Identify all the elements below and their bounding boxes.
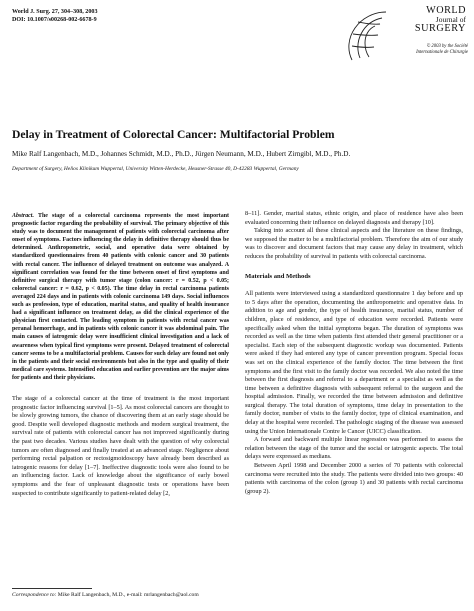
- section-heading-methods: Materials and Methods: [245, 272, 311, 280]
- journal-logo: [328, 6, 466, 64]
- body-paragraph-1: 8–11]. Gender, marital status, ethnic origin, and place of residence have also been evaluated concerning their influence on delayed diagnosis and therapy [10].: [245, 210, 463, 226]
- abstract-lead: Abstract.: [12, 213, 34, 219]
- correspondence-footnote: [12, 591, 232, 599]
- body-paragraph-2: Taking into account all these clinical aspects and the literature on these findings, we supposed the matter to be a multifactorial problem. Therefore the aim of our study was to discover and document factors that may cause any delay in treatment, which reduces the probability of survival in patients with colorectal carcinoma.: [245, 227, 463, 260]
- globe-icon: [328, 6, 390, 66]
- journal-citation: World J. Surg. 27, 304–308, 2003: [12, 9, 98, 15]
- doi: DOI: 10.1007/s00268-002-6678-9: [12, 17, 97, 23]
- affiliation: Department of Surgery, Helios Klinikum Wuppertal, University Witten-Herdecke, Heusner-Strasse 40, D-42283 Wuppertal, Germany: [12, 166, 299, 172]
- abstract-text: The stage of a colorectal carcinoma represents the most important prognostic factor regarding the probability of survival. The primary objective of this study was to document the management of patients with colorectal carcinoma after onset of symptoms. Factors influencing the delay in definitive therapy should thus be determined. Anthropometric, social, and operative data were obtained by standardized questionnaires from 40 patients with colonic cancer and 30 patients with rectal cancer. The influence of delayed treatment on outcome was analyzed. A significant correlation was found for the time between onset of first symptoms and definitive surgical therapy with tumor stage (colon cancer: r = 0.52, p < 0.05; colorectal cancer: r = 0.62, p < 0.05). The time delay in rectal carcinoma patients averaged 224 days and in patients with colonic carcinoma 149 days. Social influences such as profession, type of education, marital status, and quality of health insurance had a significant influence on treatment delay, as did the clinical experience of the physician first contacted. The leading symptom in patients with rectal cancer was peranal hemorrhage, and in patients with colonic cancer it was abdominal pain. The main causes of iatrogenic delay were insufficient clinical investigation and a lack of awareness when typical first symptoms were present. Delayed treatment of colorectal cancer seems to be a multifactorial problem. Causes for such delay are found not only in the patients and their social environments but also in the type and quality of their medical care systems. Intensified education and earlier prevention are the major aims for patients and their physicians.: [12, 213, 229, 381]
- methods-paragraph-2: A forward and backward multiple linear regression was performed to assess the relation between the stage of the tumor and the social or iatrogenic aspects. The total delays were expressed as medians.: [245, 436, 463, 461]
- left-column: [12, 212, 229, 498]
- methods-paragraph-3: Between April 1998 and December 2000 a series of 70 patients with colorectal carcinoma were recruited into the study. The patients were divided into two groups: 40 patients with carcinoma of the colon (group 1) and 30 patients with rectal carcinoma (group 2).: [245, 462, 463, 495]
- footnote-text: Mike Ralf Langenbach, M.D., e-mail: mrlangenbach@aol.com: [57, 592, 199, 598]
- logo-word-surgery: SURGERY: [414, 23, 466, 34]
- copyright-line-2: Internationale de Chirurgie: [416, 50, 468, 55]
- right-column: [245, 210, 463, 496]
- logo-word-world: WORLD: [426, 5, 466, 16]
- footnote-label: Correspondence to:: [12, 592, 57, 598]
- journal-wordmark: [398, 6, 466, 34]
- author-list: Mike Ralf Langenbach, M.D., Johannes Schmidt, M.D., Ph.D., Jürgen Neumann, M.D., Hubert Zirngibl, M.D., Ph.D.: [12, 150, 351, 158]
- article-title: Delay in Treatment of Colorectal Cancer: Multifactorial Problem: [12, 128, 335, 141]
- logo-word-journal-of: Journal of: [435, 15, 466, 24]
- copyright-line-1: © 2003 by the Société: [426, 44, 468, 49]
- journal-reference: [12, 8, 98, 24]
- copyright-notice: [396, 44, 468, 56]
- methods-paragraph-1: All patients were interviewed using a standardized questionnaire 1 day before and up to 5 days after the operation, documenting the anthropometric and operative data. In addition to age and gender, the type of health insurance, marital status, number of children, place of residence, and type of education were recorded. Patients were specifically asked when the initial symptoms began. The duration of symptoms was recorded as well as the time when patients first attended their general practitioner or a specialist. Each step of the subsequent diagnostic workup was documented. Patients were asked if they had entered any type of cancer prevention program. Special focus was set on the clinical experience of the family doctor. The time between the first symptoms and the first visit to the family doctor was recorded. We also noted the time between the first diagnosis and referral to a department or a specialist as well as the time between a definitive diagnosis with subsequent referral to the surgeon and the hospital admission. Finally, we recorded the time between admission and definitive surgical therapy. The total duration of symptoms, time delay in presentation to the family doctor, number of visits to the family doctor, type of clinical examination, and delay at the hospital were recorded. The pathologic staging of the disease was assessed using the Union Internationale Contre le Cancer (UICC) classification.: [245, 290, 463, 435]
- abstract: [12, 212, 229, 382]
- introduction-paragraph: The stage of a colorectal cancer at the time of treatment is the most important prognostic factor influencing survival [1–5]. As most colorectal cancers are thought to be slowly growing tumors, the chance of discovering them at an early stage should be good. Despite well developed diagnostic methods and modern surgical treatment, the survival rate of patients with colorectal cancer has not improved significantly during the past two decades. Various studies have dealt with the question of why colorectal tumors are often diagnosed and finally treated at an advanced stage. Negligence about performing rectal palpation or rectosigmoidoscopy have already been described as iatrogenic reasons for delay [1–7]. Ineffective diagnostic tools were also found to be an influencing factor. Lack of knowledge about the significance of early bowel symptoms and the fear of unpleasant diagnostic tests or operations have been suspected to contribute significantly to patient-related delay [2,: [12, 394, 229, 497]
- footnote-divider: [12, 588, 92, 589]
